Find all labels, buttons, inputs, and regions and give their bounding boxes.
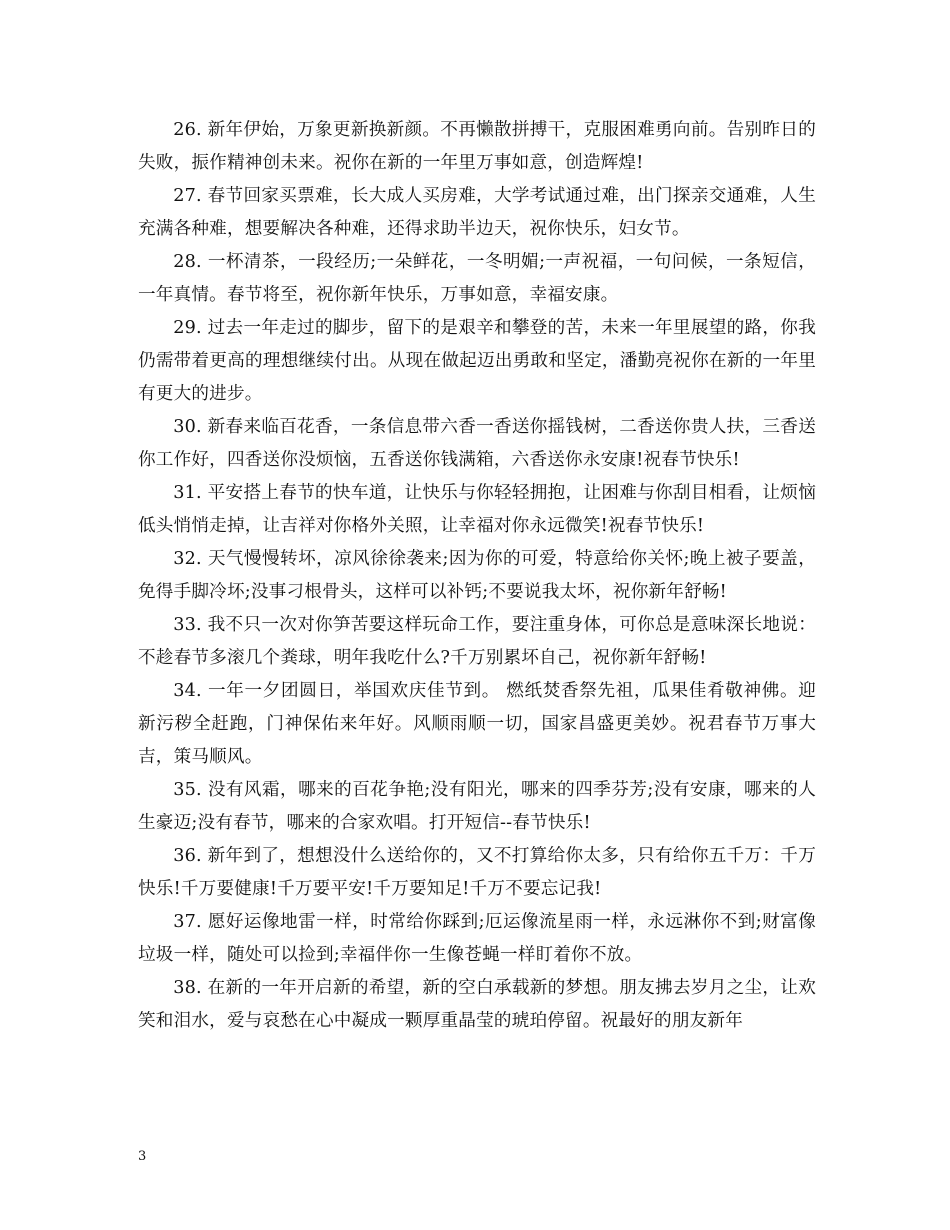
paragraph-33: 33. 我不只一次对你笋苦要这样玩命工作，要注重身体，可你总是意味深长地说：不趁春节多滚几个粪球，明年我吃什么?千万别累坏自己，祝你新年舒畅! [138, 615, 816, 668]
paragraph-32: 32. 天气慢慢转坏，凉风徐徐袭来;因为你的可爱，特意给你关怀;晚上被子要盖，免得手脚冷坏;没事刁根骨头，这样可以补钙;不要说我太坏，祝你新年舒畅! [138, 549, 816, 602]
paragraph-27: 27. 春节回家买票难，长大成人买房难，大学考试通过难，出门探亲交通难，人生充满各种难，想要解决各种难，还得求助半边天，祝你快乐，妇女节。 [138, 186, 816, 239]
document-body [138, 114, 816, 1038]
paragraph-37: 37. 愿好运像地雷一样，时常给你踩到;厄运像流星雨一样，永远淋你不到;财富像垃圾一样，随处可以捡到;幸福伴你一生像苍蝇一样盯着你不放。 [138, 912, 816, 965]
paragraph-26: 26. 新年伊始，万象更新换新颜。不再懒散拼搏干，克服困难勇向前。告别昨日的失败，振作精神创未来。祝你在新的一年里万事如意，创造辉煌! [138, 120, 816, 173]
page-number: 3 [138, 1149, 147, 1164]
paragraph-34: 34. 一年一夕团圆日，举国欢庆佳节到。 燃纸焚香祭先祖，瓜果佳肴敬神佛。迎新污秽全赶跑，门神保佑来年好。风顺雨顺一切，国家昌盛更美妙。祝君春节万事大吉，策马顺风。 [138, 681, 816, 767]
paragraph-36: 36. 新年到了，想想没什么送给你的，又不打算给你太多，只有给你五千万：千万快乐!千万要健康!千万要平安!千万要知足!千万不要忘记我! [138, 846, 816, 899]
paragraph-31: 31. 平安搭上春节的快车道，让快乐与你轻轻拥抱，让困难与你刮目相看，让烦恼低头悄悄走掉，让吉祥对你格外关照，让幸福对你永远微笑!祝春节快乐! [138, 483, 816, 536]
paragraph-35: 35. 没有风霜，哪来的百花争艳;没有阳光，哪来的四季芬芳;没有安康，哪来的人生豪迈;没有春节，哪来的合家欢唱。打开短信--春节快乐! [138, 780, 816, 833]
paragraph-38: 38. 在新的一年开启新的希望，新的空白承载新的梦想。朋友拂去岁月之尘，让欢笑和泪水，爱与哀愁在心中凝成一颗厚重晶莹的琥珀停留。祝最好的朋友新年 [138, 978, 816, 1031]
paragraph-29: 29. 过去一年走过的脚步，留下的是艰辛和攀登的苦，未来一年里展望的路，你我仍需带着更高的理想继续付出。从现在做起迈出勇敢和坚定，潘勤亮祝你在新的一年里有更大的进步。 [138, 318, 816, 404]
paragraph-28: 28. 一杯清茶，一段经历;一朵鲜花，一冬明媚;一声祝福，一句问候，一条短信，一年真情。春节将至，祝你新年快乐，万事如意，幸福安康。 [138, 252, 816, 305]
paragraph-30: 30. 新春来临百花香，一条信息带六香一香送你摇钱树，二香送你贵人扶，三香送你工作好，四香送你没烦恼，五香送你钱满箱，六香送你永安康!祝春节快乐! [138, 417, 816, 470]
